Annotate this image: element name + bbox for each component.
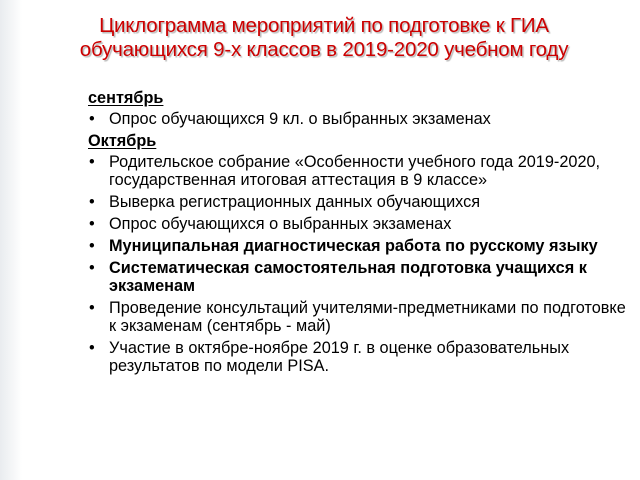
bullet-icon: • [89,153,95,171]
bullet-icon: • [89,339,95,357]
section-heading-september: сентябрь [88,89,164,107]
slide-title [24,14,624,62]
list-item-text: Проведение консультаций учителями-предметниками по подготовке к экзаменам (сентябрь - май) [109,299,626,335]
list-item [88,339,628,375]
bullet-icon: • [89,259,95,277]
slide-title-line-1: Циклограмма мероприятий по подготовке к ГИА [99,14,549,37]
bullet-icon: • [89,193,95,211]
section-heading-october: Октябрь [88,132,157,150]
list-item [88,153,628,189]
list-item-text: Систематическая самостоятельная подготовка учащихся к экзаменам [109,259,587,295]
slide-title-line-2: обучающихся 9-х классов в 2019-2020 учебном году [79,38,569,61]
list-item-text: Участие в октябре-ноябре 2019 г. в оценке образовательных результатов по модели PISA. [109,339,570,375]
list-item [88,237,628,255]
list-item [88,299,628,335]
list-item-text: Родительское собрание «Особенности учебного года 2019-2020, государственная итоговая аттестация в 9 классе» [109,153,601,189]
decorative-left-band [0,0,22,480]
list-item-text: Опрос обучающихся о выбранных экзаменах [109,215,452,233]
list-item-text: Муниципальная диагностическая работа по русскому языку [109,237,598,255]
bullet-icon: • [89,215,95,233]
bullet-icon: • [89,110,95,128]
slide-content [88,89,628,379]
list-item [88,193,628,211]
list-item [88,215,628,233]
october-list [88,153,628,375]
list-item-text: Опрос обучающихся 9 кл. о выбранных экзаменах [109,110,491,128]
bullet-icon: • [89,237,95,255]
september-list [88,110,628,128]
bullet-icon: • [89,299,95,317]
list-item [88,259,628,295]
list-item [88,110,628,128]
list-item-text: Выверка регистрационных данных обучающихся [109,193,481,211]
